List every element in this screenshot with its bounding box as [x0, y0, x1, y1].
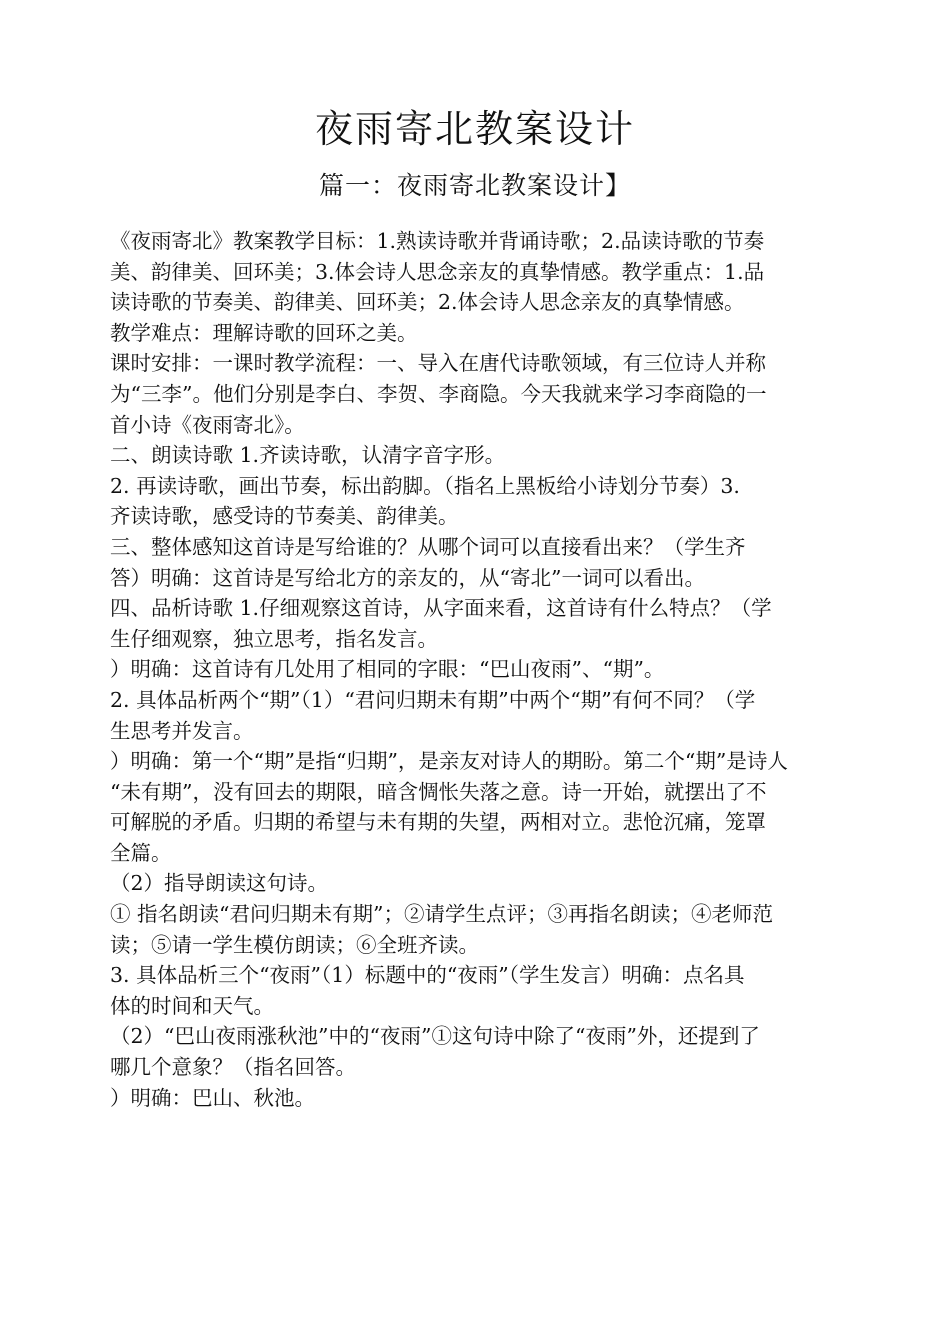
- paragraph-line: 生仔细观察，独立思考，指名发言。: [110, 626, 438, 651]
- paragraph-line: 全篇。: [110, 840, 172, 865]
- paragraph-line: 2. 具体品析两个“期”（1）“君问归期未有期”中两个“期”有何不同？（学: [110, 687, 756, 712]
- paragraph-line: ① 指名朗读“君问归期未有期”；②请学生点评；③再指名朗读；④老师范: [110, 902, 773, 927]
- paragraph-line: ）明确：这首诗有几处用了相同的字眼：“巴山夜雨”、“期”。: [110, 657, 665, 682]
- paragraph-line: 教学难点：理解诗歌的回环之美。: [110, 320, 418, 345]
- paragraph-line: 三、整体感知这首诗是写给谁的？从哪个词可以直接看出来？（学生齐: [110, 534, 746, 559]
- paragraph-line: ）明确：第一个“期”是指“归期”，是亲友对诗人的期盼。第二个“期”是诗人: [110, 749, 788, 774]
- paragraph-line: 答）明确：这首诗是写给北方的亲友的，从“寄北”一词可以看出。: [110, 565, 705, 590]
- paragraph-line: 四、品析诗歌 1.仔细观察这首诗，从字面来看，这首诗有什么特点？（学: [110, 596, 772, 621]
- document-body: [110, 226, 862, 1113]
- paragraph-line: 课时安排：一课时教学流程：一、导入在唐代诗歌领域，有三位诗人并称: [110, 351, 766, 376]
- paragraph-line: 读诗歌的节奏美、韵律美、回环美；2.体会诗人思念亲友的真挚情感。: [110, 290, 745, 315]
- paragraph-line: 《夜雨寄北》教案教学目标：1.熟读诗歌并背诵诗歌；2.品读诗歌的节奏: [110, 229, 765, 253]
- paragraph-line: 为“三李”。他们分别是李白、李贺、李商隐。今天我就来学习李商隐的一: [110, 381, 767, 406]
- paragraph-line: 2. 再读诗歌，画出节奏，标出韵脚。（指名上黑板给小诗划分节奏）3.: [110, 473, 740, 498]
- paragraph-line: 生思考并发言。: [110, 718, 254, 743]
- paragraph-line: ）明确：巴山、秋池。: [110, 1085, 315, 1110]
- paragraph-line: “未有期”，没有回去的期限，暗含惆怅失落之意。诗一开始，就摆出了不: [110, 779, 767, 804]
- document-subtitle: 篇一：夜雨寄北教案设计】: [318, 171, 631, 200]
- paragraph-line: 美、韵律美、回环美；3.体会诗人思念亲友的真挚情感。教学重点：1.品: [110, 259, 765, 284]
- paragraph-line: （2）指导朗读这句诗。: [110, 871, 329, 896]
- paragraph-line: 二、朗读诗歌 1.齐读诗歌，认清字音字形。: [110, 443, 506, 468]
- paragraph-line: 读；⑤请一学生模仿朗读；⑥全班齐读。: [110, 932, 479, 957]
- paragraph-line: 3. 具体品析三个“夜雨”（1）标题中的“夜雨”（学生发言）明确：点名具: [110, 963, 745, 988]
- document-title: 夜雨寄北教案设计: [314, 107, 635, 151]
- paragraph-line: 首小诗《夜雨寄北》。: [110, 412, 305, 437]
- paragraph-line: 哪几个意象？（指名回答。: [110, 1055, 356, 1080]
- paragraph-line: 齐读诗歌，感受诗的节奏美、韵律美。: [110, 504, 459, 529]
- paragraph-line: （2）“巴山夜雨涨秋池”中的“夜雨”①这句诗中除了“夜雨”外，还提到了: [110, 1024, 760, 1049]
- paragraph-line: 可解脱的矛盾。归期的希望与未有期的失望，两相对立。悲怆沉痛，笼罩: [110, 810, 766, 835]
- paragraph-line: 体的时间和天气。: [110, 993, 274, 1018]
